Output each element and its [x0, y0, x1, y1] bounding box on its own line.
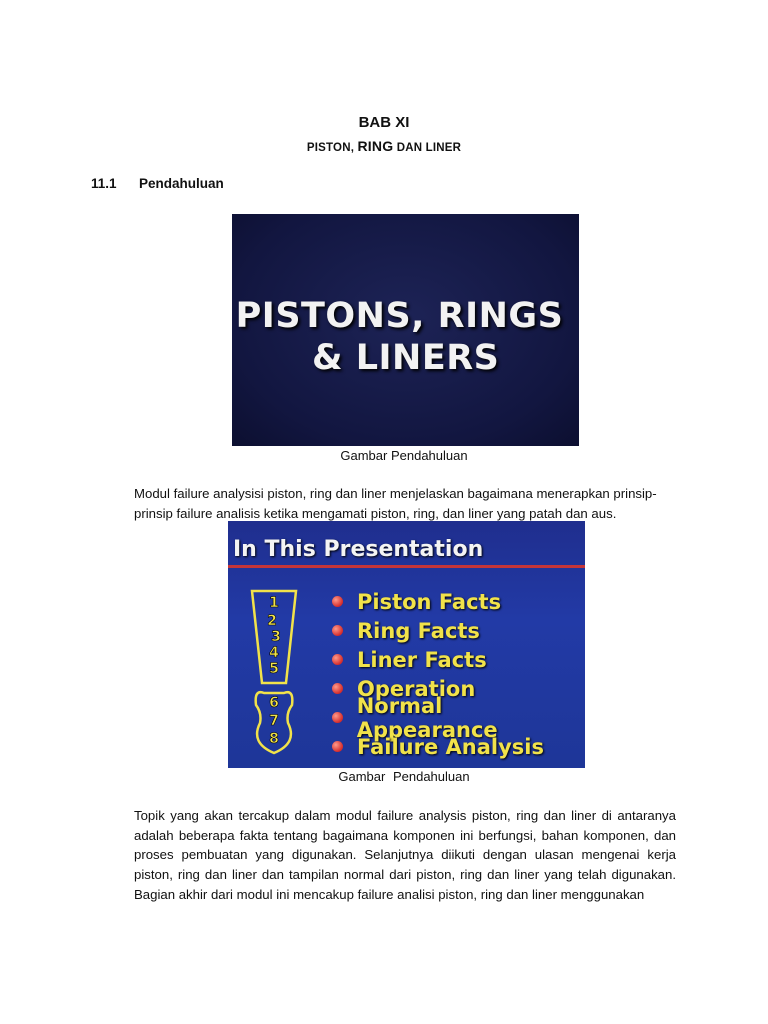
diagram-number-8: 8 — [269, 731, 279, 747]
topic-item — [332, 645, 585, 674]
subtitle-part-b: RING — [357, 138, 394, 154]
diagram-number-2: 2 — [267, 613, 277, 629]
slide2-divider — [228, 565, 585, 568]
diagram-number-6: 6 — [269, 695, 279, 711]
topic-label: Failure Analysis — [357, 734, 545, 759]
diagram-number-3: 3 — [271, 629, 281, 645]
figure1-caption: Gambar Pendahuluan — [340, 448, 468, 463]
bullet-icon — [332, 625, 343, 636]
topic-label: Liner Facts — [357, 647, 487, 672]
slide2-heading: In This Presentation — [233, 537, 484, 562]
section-title: Pendahuluan — [139, 176, 224, 191]
bullet-icon — [332, 596, 343, 607]
topic-item — [332, 693, 585, 742]
presentation-slide-image — [228, 521, 585, 768]
figure2-caption: Gambar Pendahuluan — [338, 769, 470, 784]
bullet-icon — [332, 712, 343, 723]
topic-label: Operation — [357, 676, 476, 701]
topic-label: Ring Facts — [357, 618, 480, 643]
section-heading — [91, 176, 224, 191]
slide-title-line2: & LINERS — [312, 338, 500, 378]
intro-slide-image — [232, 214, 579, 446]
slide-title-line1: PISTONS, RINGS — [235, 296, 564, 336]
section-number: 11.1 — [91, 176, 117, 191]
diagram-number-5: 5 — [269, 661, 279, 677]
subtitle-part-c: DAN LINER — [393, 142, 462, 154]
cylinder-numbering-diagram — [246, 583, 316, 763]
diagram-number-1: 1 — [269, 595, 279, 611]
chapter-subtitle — [0, 138, 768, 154]
diagram-number-7: 7 — [269, 713, 279, 729]
paragraph-topics: Topik yang akan tercakup dalam modul failure analysis piston, ring dan liner di antaranya adalah beberapa fakta tentang bagaimana komponen ini berfungsi, bahan komponen, dan proses pembuatan yang digunakan. Selanjutnya diikuti dengan ulasan mengenai kerja piston, ring dan liner dan tampilan normal dari piston, ring dan liner yang telah digunakan. Bagian akhir dari modul ini mencakup failure analisi piston, ring dan liner menggunakan — [134, 808, 676, 902]
topic-label: Normal Appearance — [356, 693, 498, 742]
subtitle-part-a: PISTON, — [306, 142, 358, 154]
bullet-icon — [332, 654, 343, 665]
presentation-topic-list — [332, 587, 585, 761]
diagram-number-4: 4 — [269, 645, 279, 661]
paragraph-intro: Modul failure analysisi piston, ring dan liner menjelaskan bagaimana menerapkan prinsip-prinsip failure analisis ketika mengamati piston, ring, dan liner yang patah dan aus. — [134, 486, 657, 521]
topic-item — [332, 587, 585, 616]
bullet-icon — [332, 683, 343, 694]
bullet-icon — [332, 741, 343, 752]
topic-item — [332, 616, 585, 645]
chapter-title: BAB XI — [358, 114, 410, 131]
topic-label: Piston Facts — [357, 589, 502, 614]
